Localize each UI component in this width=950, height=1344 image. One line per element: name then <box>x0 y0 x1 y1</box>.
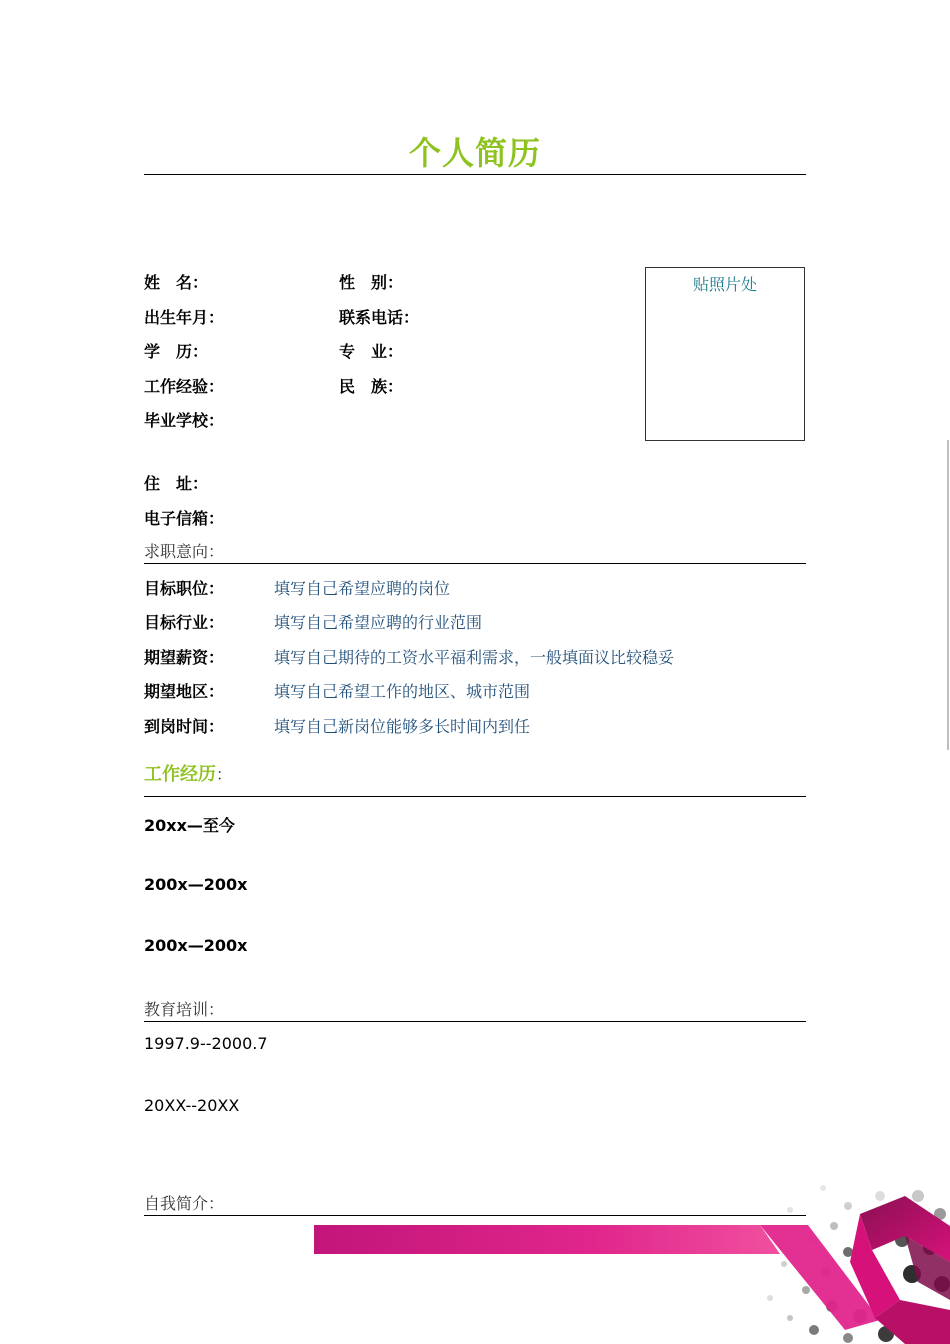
target-industry-value: 填写自己希望应聘的行业范围 <box>274 613 483 632</box>
expected-salary-value: 填写自己期待的工资水平福利需求，一般填面议比较稳妥 <box>274 648 675 667</box>
work-experience-heading-text: 工作经历 <box>144 764 216 785</box>
ethnicity-label: 民 族： <box>339 377 404 396</box>
job-intention-heading: 求职意向： <box>144 542 225 561</box>
major-label: 专 业： <box>339 342 404 361</box>
target-industry-label: 目标行业： <box>144 613 225 632</box>
work-period-3: 200x—200x <box>144 936 248 955</box>
work-period-2: 200x—200x <box>144 875 248 894</box>
target-position-value: 填写自己希望应聘的岗位 <box>274 579 451 598</box>
education-label: 学 历： <box>144 342 209 361</box>
email-label: 电子信箱： <box>144 509 225 528</box>
name-label: 姓 名： <box>144 273 209 292</box>
phone-label: 联系电话： <box>339 308 420 327</box>
school-label: 毕业学校： <box>144 411 225 430</box>
gender-label: 性 别： <box>339 273 404 292</box>
target-position-label: 目标职位： <box>144 579 225 598</box>
self-intro-heading: 自我简介： <box>144 1194 225 1213</box>
work-experience-heading-colon: ： <box>216 765 233 784</box>
expected-region-label: 期望地区： <box>144 682 225 701</box>
experience-label: 工作经验： <box>144 377 225 396</box>
education-period-2: 20XX--20XX <box>144 1096 240 1115</box>
education-period-1: 1997.9--2000.7 <box>144 1034 268 1053</box>
start-time-label: 到岗时间： <box>144 717 225 736</box>
photo-placeholder-text: 贴照片处 <box>692 275 757 294</box>
birth-label: 出生年月： <box>144 308 225 327</box>
start-time-value: 填写自己新岗位能够多长时间内到任 <box>274 717 531 736</box>
education-training-heading: 教育培训： <box>144 1000 225 1019</box>
expected-region-value: 填写自己希望工作的地区、城市范围 <box>274 682 531 701</box>
resume-title: 个人简历 <box>408 134 541 172</box>
expected-salary-label: 期望薪资： <box>144 648 225 667</box>
work-period-1: 20xx—至今 <box>144 816 235 835</box>
address-label: 住 址： <box>144 474 209 493</box>
magenta-ribbon <box>314 1196 950 1344</box>
